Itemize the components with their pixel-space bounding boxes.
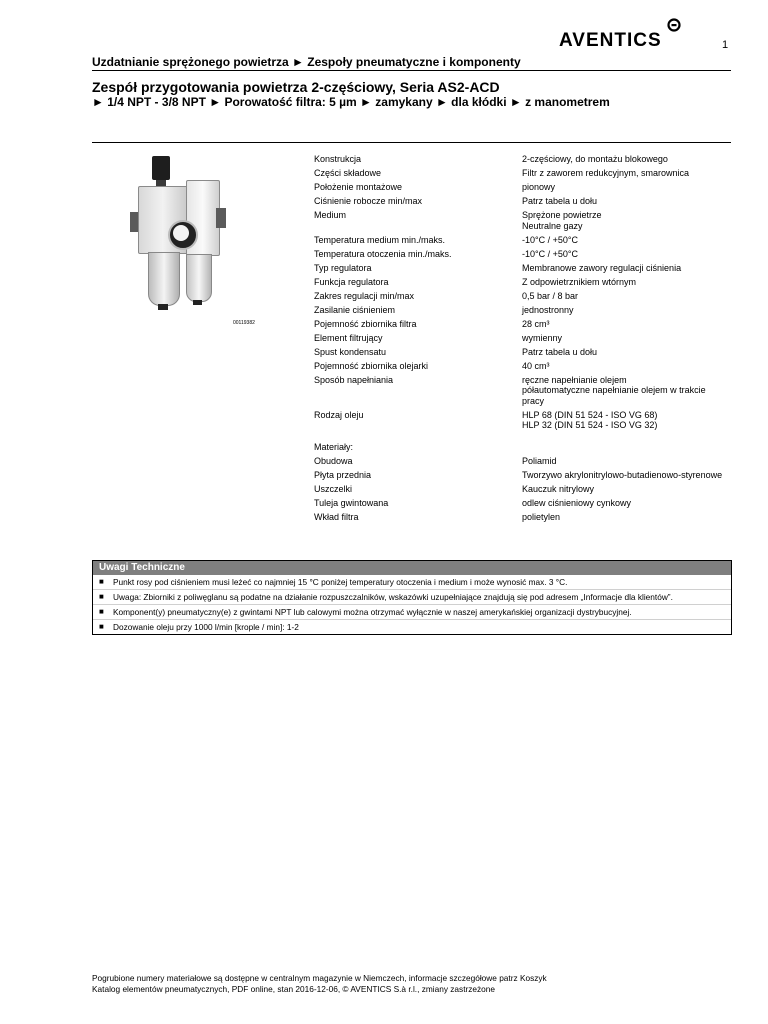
spec-value-line: pionowy	[522, 182, 556, 192]
spec-value-line: -10°C / +50°C	[522, 248, 578, 259]
bullet-icon: ■	[99, 577, 104, 586]
filter-bowl	[148, 252, 180, 306]
spec-value-line: Kauczuk nitrylowy	[522, 483, 595, 494]
note-item	[93, 619, 731, 634]
spec-value-line: pracy	[522, 395, 545, 406]
pressure-gauge-face	[173, 225, 189, 241]
spec-label: Funkcja regulatora	[314, 276, 389, 287]
spec-label: Typ regulatora	[314, 262, 372, 273]
spec-value-line: 40 cm³	[522, 360, 550, 371]
lubricator-bowl	[186, 254, 212, 302]
spec-row	[314, 333, 734, 344]
spec-value-line: Neutralne gazy	[522, 220, 583, 231]
spec-label: Płyta przednia	[314, 469, 372, 480]
spec-value	[522, 361, 734, 372]
brand-name: AVENTICS	[559, 30, 662, 51]
spec-value-line: Filtr z zaworem redukcyjnym, smarownica	[522, 168, 690, 178]
spec-value-line: Tworzywo akrylonitrylowo-butadienowo-styrenowe	[522, 469, 723, 480]
spec-row	[314, 168, 734, 179]
spec-value-line: ręczne napełnianie olejem	[522, 374, 627, 385]
spec-label: Obudowa	[314, 455, 353, 466]
spec-value	[522, 498, 734, 509]
spec-label: Temperatura medium min./maks.	[314, 234, 446, 245]
spec-table	[314, 154, 734, 526]
spec-value	[522, 263, 734, 274]
section-divider	[92, 142, 731, 143]
spec-label: Spust kondensatu	[314, 346, 387, 357]
note-item	[93, 604, 731, 619]
spec-value-line: Sprężone powietrze	[522, 210, 602, 220]
spec-value	[522, 154, 734, 165]
spec-value-line: wymienny	[522, 332, 563, 343]
spec-value-line: jednostronny	[522, 304, 574, 315]
footer	[92, 973, 547, 995]
spec-row	[314, 470, 734, 481]
brand-mark-icon	[667, 18, 681, 32]
note-text: Dozowanie oleju przy 1000 l/min [krople / min]: 1-2	[113, 622, 299, 632]
spec-row	[314, 210, 734, 231]
spec-value-line: -10°C / +50°C	[522, 234, 578, 245]
page-number: 1	[722, 39, 729, 51]
note-text: Uwaga: Zbiorniki z poliwęglanu są podatne na działanie rozpuszczalników, wskazówki uzupełniające znajdują się pod adresem „Informacje dla klientów”.	[113, 592, 673, 602]
lubricator-drain	[193, 300, 202, 305]
spec-value	[522, 375, 734, 407]
spec-value	[522, 182, 734, 193]
spec-row	[314, 196, 734, 207]
spec-value	[522, 470, 734, 481]
note-item	[93, 589, 731, 604]
note-text: Punkt rosy pod ciśnieniem musi leżeć co najmniej 15 °C poniżej temperatury otoczenia i medium i może wynosić max. 3 °C.	[113, 577, 568, 587]
spec-value	[522, 319, 734, 330]
spec-row	[314, 410, 734, 431]
page-subtitle: ► 1/4 NPT - 3/8 NPT ► Porowatość filtra: 5 µm ► zamykany ► dla kłódki ► z manometrem	[92, 95, 610, 109]
spec-value-line: Poliamid	[522, 455, 557, 466]
spec-value	[522, 210, 734, 231]
spec-row	[314, 512, 734, 523]
spec-value	[522, 196, 734, 207]
spec-row	[314, 456, 734, 467]
page-title: Zespół przygotowania powietrza 2-częściowy, Seria AS2-ACD	[92, 79, 500, 95]
spec-label: Rodzaj oleju	[314, 409, 364, 420]
spec-row	[314, 484, 734, 495]
spec-value-line: Z odpowietrznikiem wtórnym	[522, 276, 637, 287]
regulator-knob	[152, 156, 170, 180]
breadcrumb: Uzdatnianie sprężonego powietrza ► Zespoły pneumatyczne i komponenty	[92, 55, 521, 69]
spec-row	[314, 277, 734, 288]
spec-value	[522, 168, 734, 179]
spec-value	[522, 249, 734, 260]
technical-notes	[92, 560, 732, 635]
spec-label: Temperatura otoczenia min./maks.	[314, 248, 452, 259]
spec-row	[314, 347, 734, 358]
image-code: 00119382	[233, 320, 255, 326]
spec-label: Zakres regulacji min/max	[314, 290, 415, 301]
footer-line-2: Katalog elementów pneumatycznych, PDF online, stan 2016-12-06, © AVENTICS S.à r.l., zmiany zastrzeżone	[92, 984, 496, 994]
spec-value	[522, 484, 734, 495]
spec-label: Położenie montażowe	[314, 182, 403, 192]
spec-row	[314, 263, 734, 274]
spec-value-line: Patrz tabela u dołu	[522, 346, 598, 357]
outlet-port	[216, 208, 226, 228]
spec-label: Medium	[314, 210, 347, 220]
note-text: Komponent(y) pneumatyczny(e) z gwintami NPT lub calowymi można otrzymać wyłącznie w naszej amerykańskiej organizacji dystrybucyjnej.	[113, 607, 632, 617]
bullet-icon: ■	[99, 592, 104, 601]
bullet-icon: ■	[99, 607, 104, 616]
spec-value-line: półautomatyczne napełnianie olejem w trakcie	[522, 385, 706, 395]
spec-value-line: HLP 32 (DIN 51 524 - ISO VG 32)	[522, 420, 658, 430]
spec-label: Wkład filtra	[314, 511, 359, 522]
spec-label: Sposób napełniania	[314, 374, 394, 385]
spec-row	[314, 305, 734, 316]
spec-value	[522, 410, 734, 431]
spec-value-line: 0,5 bar / 8 bar	[522, 290, 579, 301]
spec-label: Części składowe	[314, 168, 382, 178]
spec-row	[314, 498, 734, 509]
spec-value-line: Patrz tabela u dołu	[522, 196, 598, 206]
spec-value	[522, 305, 734, 316]
spec-value-line: 2-częściowy, do montażu blokowego	[522, 154, 668, 164]
spec-rows	[314, 154, 734, 431]
spec-label: Tuleja gwintowana	[314, 497, 389, 508]
note-item	[93, 575, 731, 589]
spec-value	[522, 333, 734, 344]
spec-label: Zasilanie ciśnieniem	[314, 304, 396, 315]
technical-notes-heading: Uwagi Techniczne	[93, 561, 731, 575]
spec-label: Ciśnienie robocze min/max	[314, 196, 423, 206]
spec-row	[314, 319, 734, 330]
spec-value	[522, 235, 734, 246]
spec-label: Uszczelki	[314, 483, 353, 494]
filter-drain	[158, 304, 168, 310]
spec-value	[522, 456, 734, 467]
product-image	[128, 150, 238, 320]
spec-value	[522, 291, 734, 302]
spec-row	[314, 249, 734, 260]
brand-logo	[559, 18, 685, 52]
spec-row	[314, 154, 734, 165]
spec-value-line: HLP 68 (DIN 51 524 - ISO VG 68)	[522, 409, 658, 420]
materials-rows	[314, 456, 734, 523]
spec-row	[314, 291, 734, 302]
materials-heading: Materiały:	[314, 441, 354, 452]
bullet-icon: ■	[99, 622, 104, 631]
spec-row	[314, 375, 734, 407]
spec-row	[314, 235, 734, 246]
spec-label: Pojemność zbiornika olejarki	[314, 360, 429, 371]
spec-value-line: 28 cm³	[522, 318, 550, 329]
spec-value-line: Membranowe zawory regulacji ciśnienia	[522, 262, 682, 273]
footer-line-1: Pogrubione numery materiałowe są dostępne w centralnym magazynie w Niemczech, informacje szczegółowe patrz Koszyk	[92, 973, 547, 983]
technical-notes-list	[93, 575, 731, 634]
spec-value	[522, 277, 734, 288]
spec-label: Element filtrujący	[314, 332, 383, 343]
spec-value	[522, 512, 734, 523]
spec-label: Konstrukcja	[314, 154, 362, 164]
spec-row	[314, 361, 734, 372]
header-divider	[92, 70, 731, 71]
spec-label: Pojemność zbiornika filtra	[314, 318, 417, 329]
spec-value-line: polietylen	[522, 511, 561, 522]
spec-value	[522, 347, 734, 358]
spec-row	[314, 182, 734, 193]
spec-value-line: odlew ciśnieniowy cynkowy	[522, 497, 632, 508]
